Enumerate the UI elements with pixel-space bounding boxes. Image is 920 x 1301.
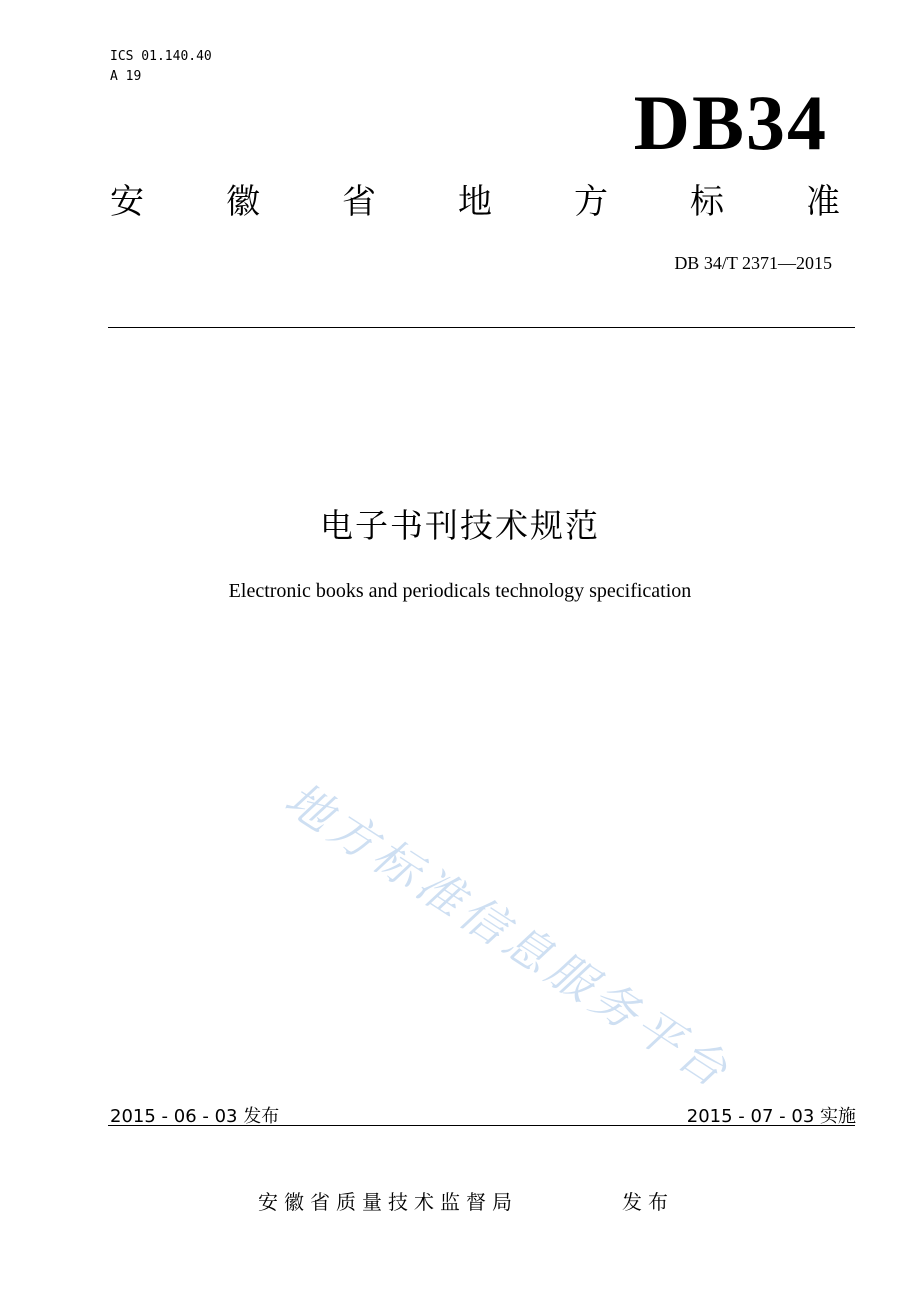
ics-code: ICS 01.140.40 (110, 49, 212, 64)
heading-char: 徽 (226, 182, 260, 222)
footer-divider (108, 1125, 855, 1126)
watermark: 地方标准信息服务平台 (275, 771, 742, 1100)
heading-char: 安 (110, 182, 144, 222)
document-title: 电子书刊技术规范 (320, 506, 600, 545)
heading-char: 准 (806, 182, 840, 222)
heading-char: 方 (574, 182, 608, 222)
db34-logo: DB34 (633, 79, 828, 166)
heading-char: 标 (690, 182, 724, 222)
issuing-authority: 安徽省质量技术监督局 (258, 1190, 518, 1214)
heading-char: 省 (342, 182, 376, 222)
heading-char: 地 (458, 182, 492, 222)
header-divider (108, 327, 855, 328)
classification-code: A 19 (110, 69, 142, 84)
effective-date: 2015 - 07 - 03 实施 (686, 1106, 856, 1127)
document-subtitle: Electronic books and periodicals technology specification (228, 580, 692, 602)
standard-number: DB 34/T 2371—2015 (674, 253, 832, 273)
province-standard-heading (110, 178, 840, 226)
issue-date: 2015 - 06 - 03 发布 (110, 1106, 280, 1127)
ics-code-block (110, 47, 212, 87)
issue-label: 发布 (622, 1190, 674, 1214)
